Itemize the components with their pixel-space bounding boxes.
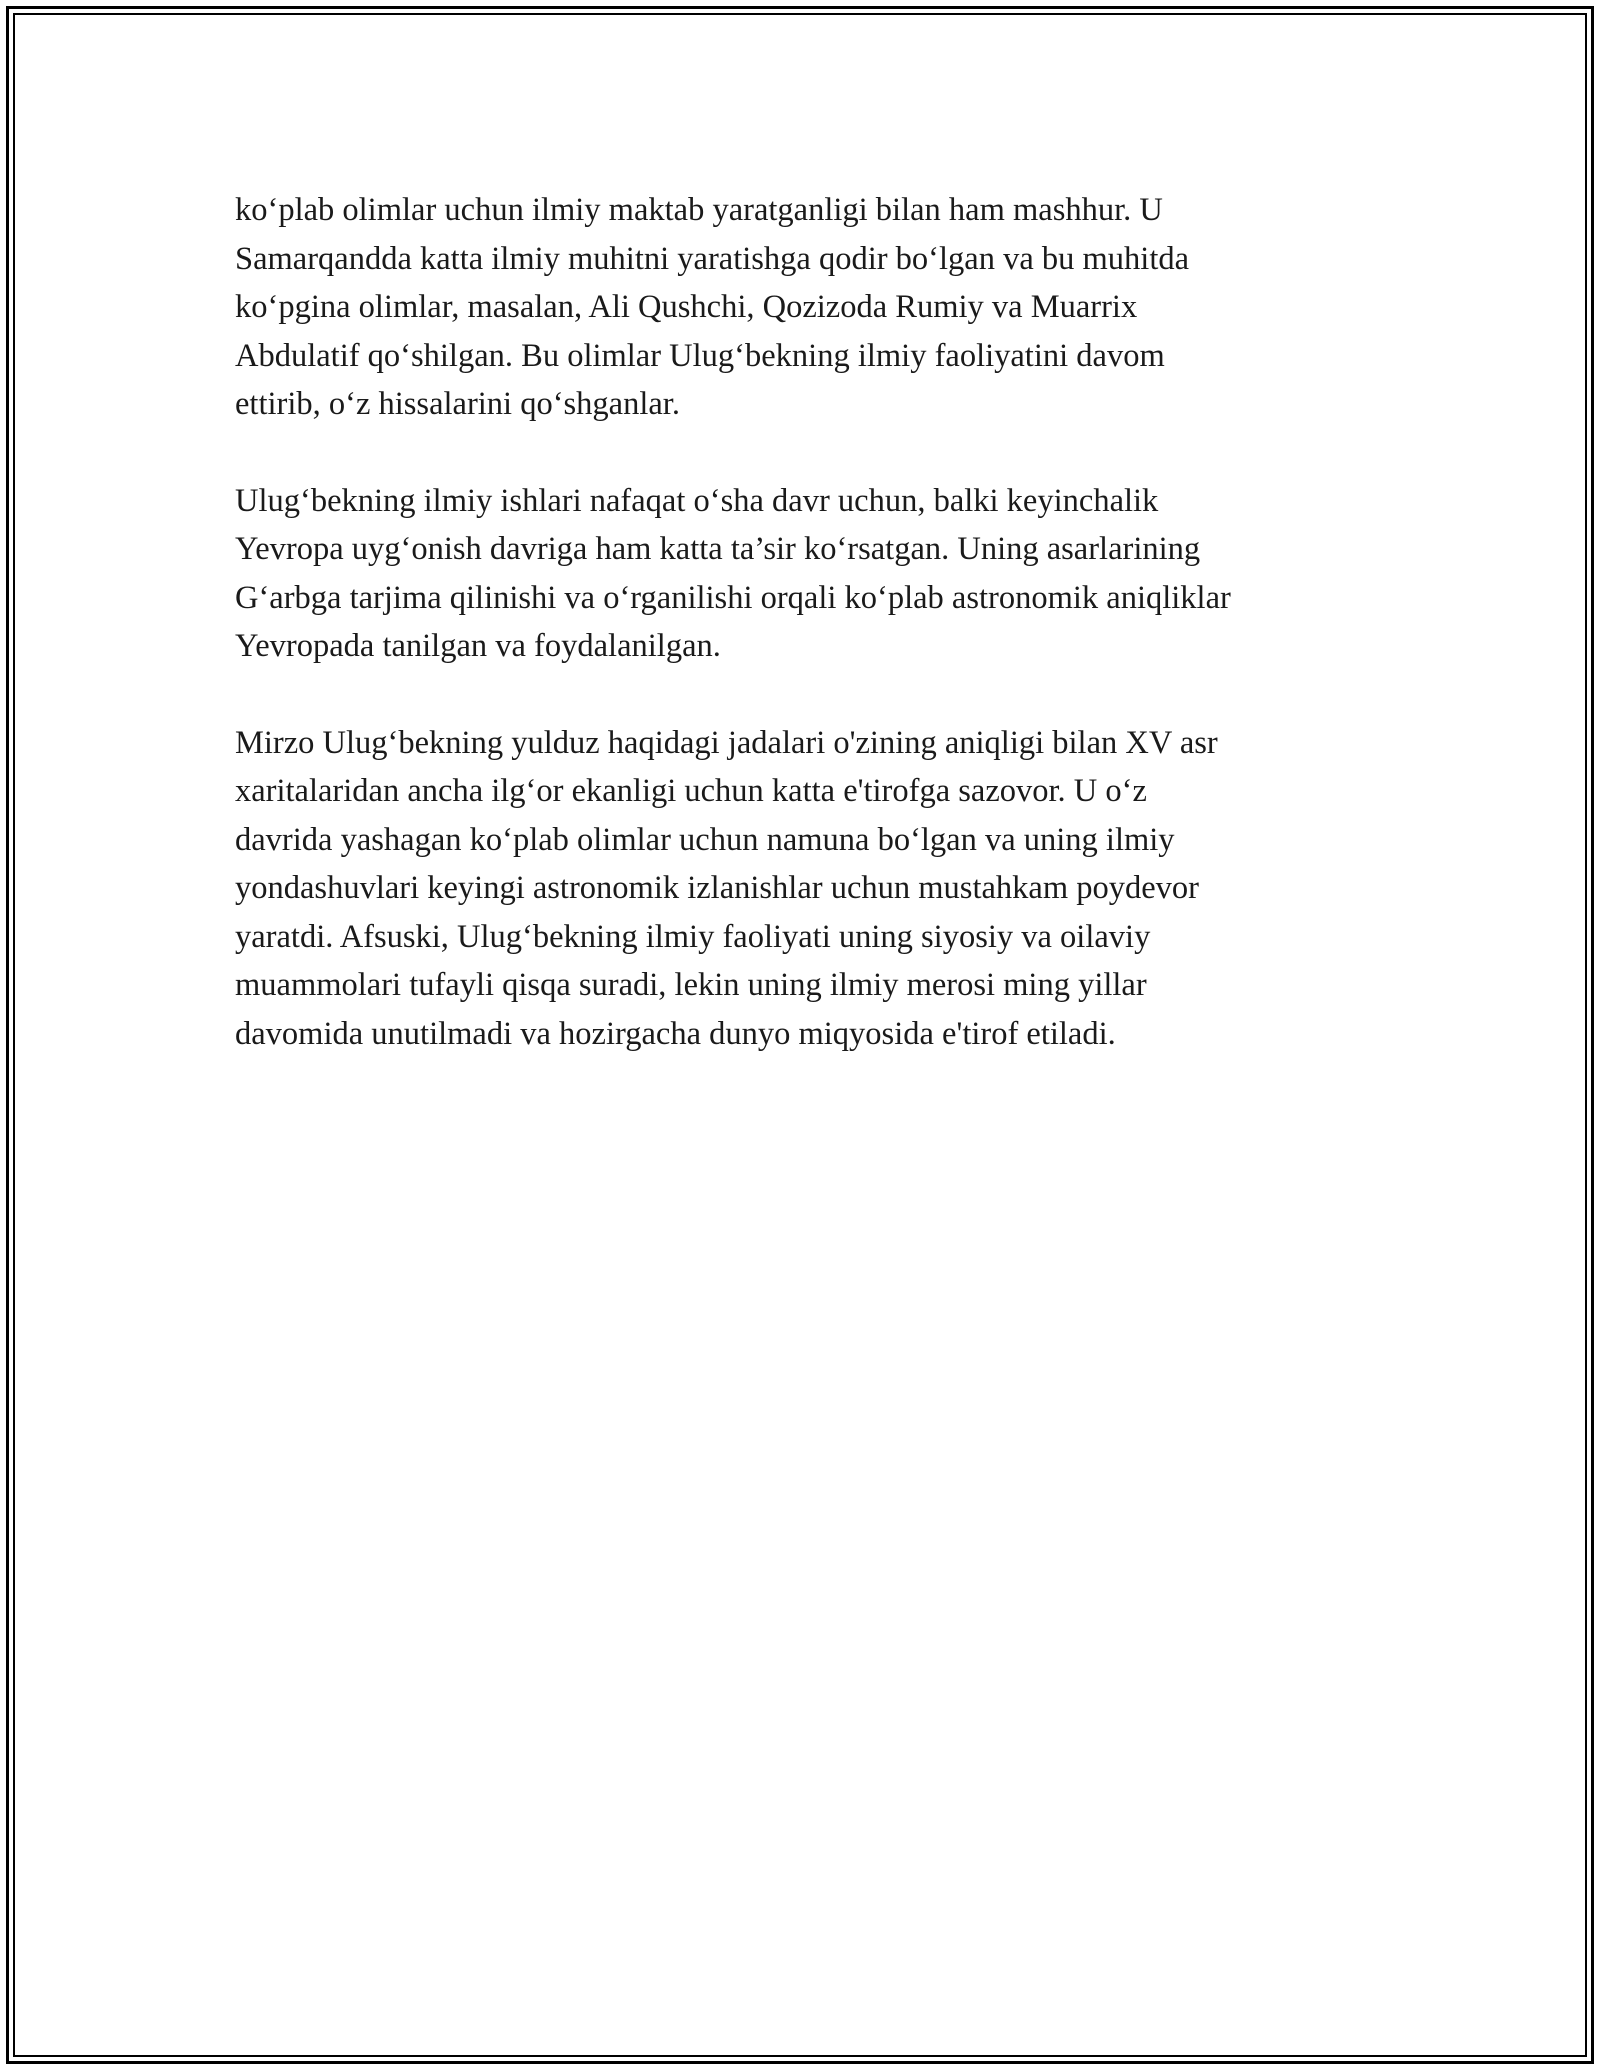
text-line: muammolari tufayli qisqa suradi, lekin uning ilmiy merosi ming yillar <box>235 967 1147 1003</box>
text-line: Abdulatif qo‘shilgan. Bu olimlar Ulug‘bekning ilmiy faoliyatini davom <box>235 337 1165 374</box>
paragraph-2 <box>235 477 1365 671</box>
text-line: davomida unutilmadi va hozirgacha dunyo miqyosida e'tirof etiladi. <box>235 1015 1116 1052</box>
text-line: Samarqandda katta ilmiy muhitni yaratishga qodir bo‘lgan va bu muhitda <box>235 240 1190 277</box>
paragraph-1 <box>235 186 1365 429</box>
text-line: Yevropa uyg‘onish davriga ham katta ta’sir ko‘rsatgan. Uning asarlarining <box>235 531 1201 567</box>
text-line: Yevropada tanilgan va foydalanilgan. <box>235 628 721 664</box>
text-line: G‘arbga tarjima qilinishi va o‘rganilishi orqali ko‘plab astronomik aniqliklar <box>235 579 1231 616</box>
document-body <box>235 186 1365 1106</box>
text-line: yaratdi. Afsuski, Ulug‘bekning ilmiy faoliyati uning siyosiy va oilaviy <box>235 918 1151 955</box>
text-line: xaritalaridan ancha ilg‘or ekanligi uchun katta e'tirofga sazovor. U o‘z <box>235 773 1147 809</box>
text-line: ettirib, o‘z hissalarini qo‘shganlar. <box>235 386 680 422</box>
text-line: ko‘pgina olimlar, masalan, Ali Qushchi, Qozizoda Rumiy va Muarrix <box>235 289 1138 325</box>
paragraph-3 <box>235 719 1365 1059</box>
text-line: ko‘plab olimlar uchun ilmiy maktab yaratganligi bilan ham mashhur. U <box>235 192 1163 228</box>
text-line: Mirzo Ulug‘bekning yulduz haqidagi jadalari o'zining aniqligi bilan XV asr <box>235 724 1218 761</box>
text-line: Ulug‘bekning ilmiy ishlari nafaqat o‘sha davr uchun, balki keyinchalik <box>235 482 1159 519</box>
text-line: davrida yashagan ko‘plab olimlar uchun namuna bo‘lgan va uning ilmiy <box>235 821 1175 858</box>
text-line: yondashuvlari keyingi astronomik izlanishlar uchun mustahkam poydevor <box>235 870 1199 906</box>
